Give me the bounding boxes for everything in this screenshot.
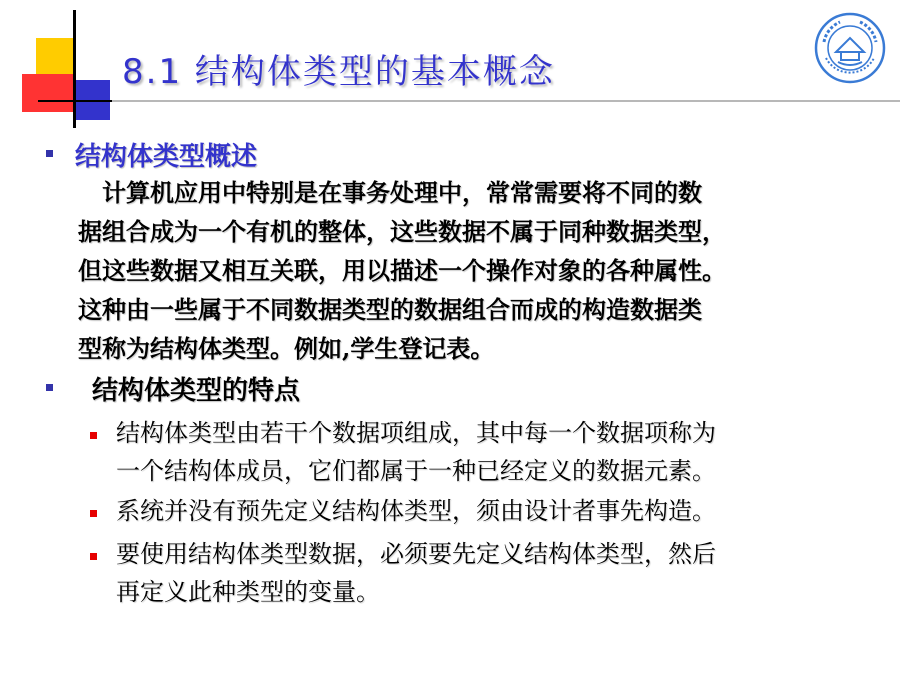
paragraph-line: 计算机应用中特别是在事务处理中，常常需要将不同的数 [78, 178, 702, 207]
feature-line: 结构体类型由若干个数据项组成，其中每一个数据项称为 [116, 419, 716, 447]
title-underline [112, 100, 900, 102]
decor-vertical-line [73, 10, 76, 128]
sub-bullet-icon [90, 432, 97, 439]
decor-yellow-square [36, 38, 74, 76]
overview-paragraph [78, 173, 878, 368]
sub-bullet-icon [90, 553, 97, 560]
paragraph-line: 这种由一些属于不同数据类型的数据组合而成的构造数据类 [78, 295, 702, 324]
feature-point-2 [116, 492, 876, 530]
section-heading-overview: 结构体类型概述 [75, 142, 258, 172]
paragraph-line: 据组合成为一个有机的整体，这些数据不属于同种数据类型， [78, 217, 726, 246]
feature-point-3 [116, 535, 876, 611]
feature-point-1 [116, 414, 876, 490]
bullet-icon [46, 384, 53, 391]
university-seal-icon [814, 12, 886, 84]
decor-red-square [22, 74, 74, 112]
sub-bullet-icon [90, 510, 97, 517]
page-title: 8.1 结构体类型的基本概念 [122, 52, 555, 92]
feature-line: 系统并没有预先定义结构体类型，须由设计者事先构造。 [116, 497, 716, 525]
section-heading-features: 结构体类型的特点 [92, 376, 301, 406]
paragraph-line: 型称为结构体类型。例如,学生登记表。 [78, 334, 495, 363]
feature-line: 再定义此种类型的变量。 [116, 578, 380, 606]
feature-line: 要使用结构体类型数据，必须要先定义结构体类型，然后 [116, 540, 716, 568]
feature-line: 一个结构体成员，它们都属于一种已经定义的数据元素。 [116, 457, 716, 485]
paragraph-line: 但这些数据又相互关联，用以描述一个操作对象的各种属性。 [78, 256, 726, 285]
decor-horizontal-line [38, 100, 118, 102]
bullet-icon [46, 150, 53, 157]
